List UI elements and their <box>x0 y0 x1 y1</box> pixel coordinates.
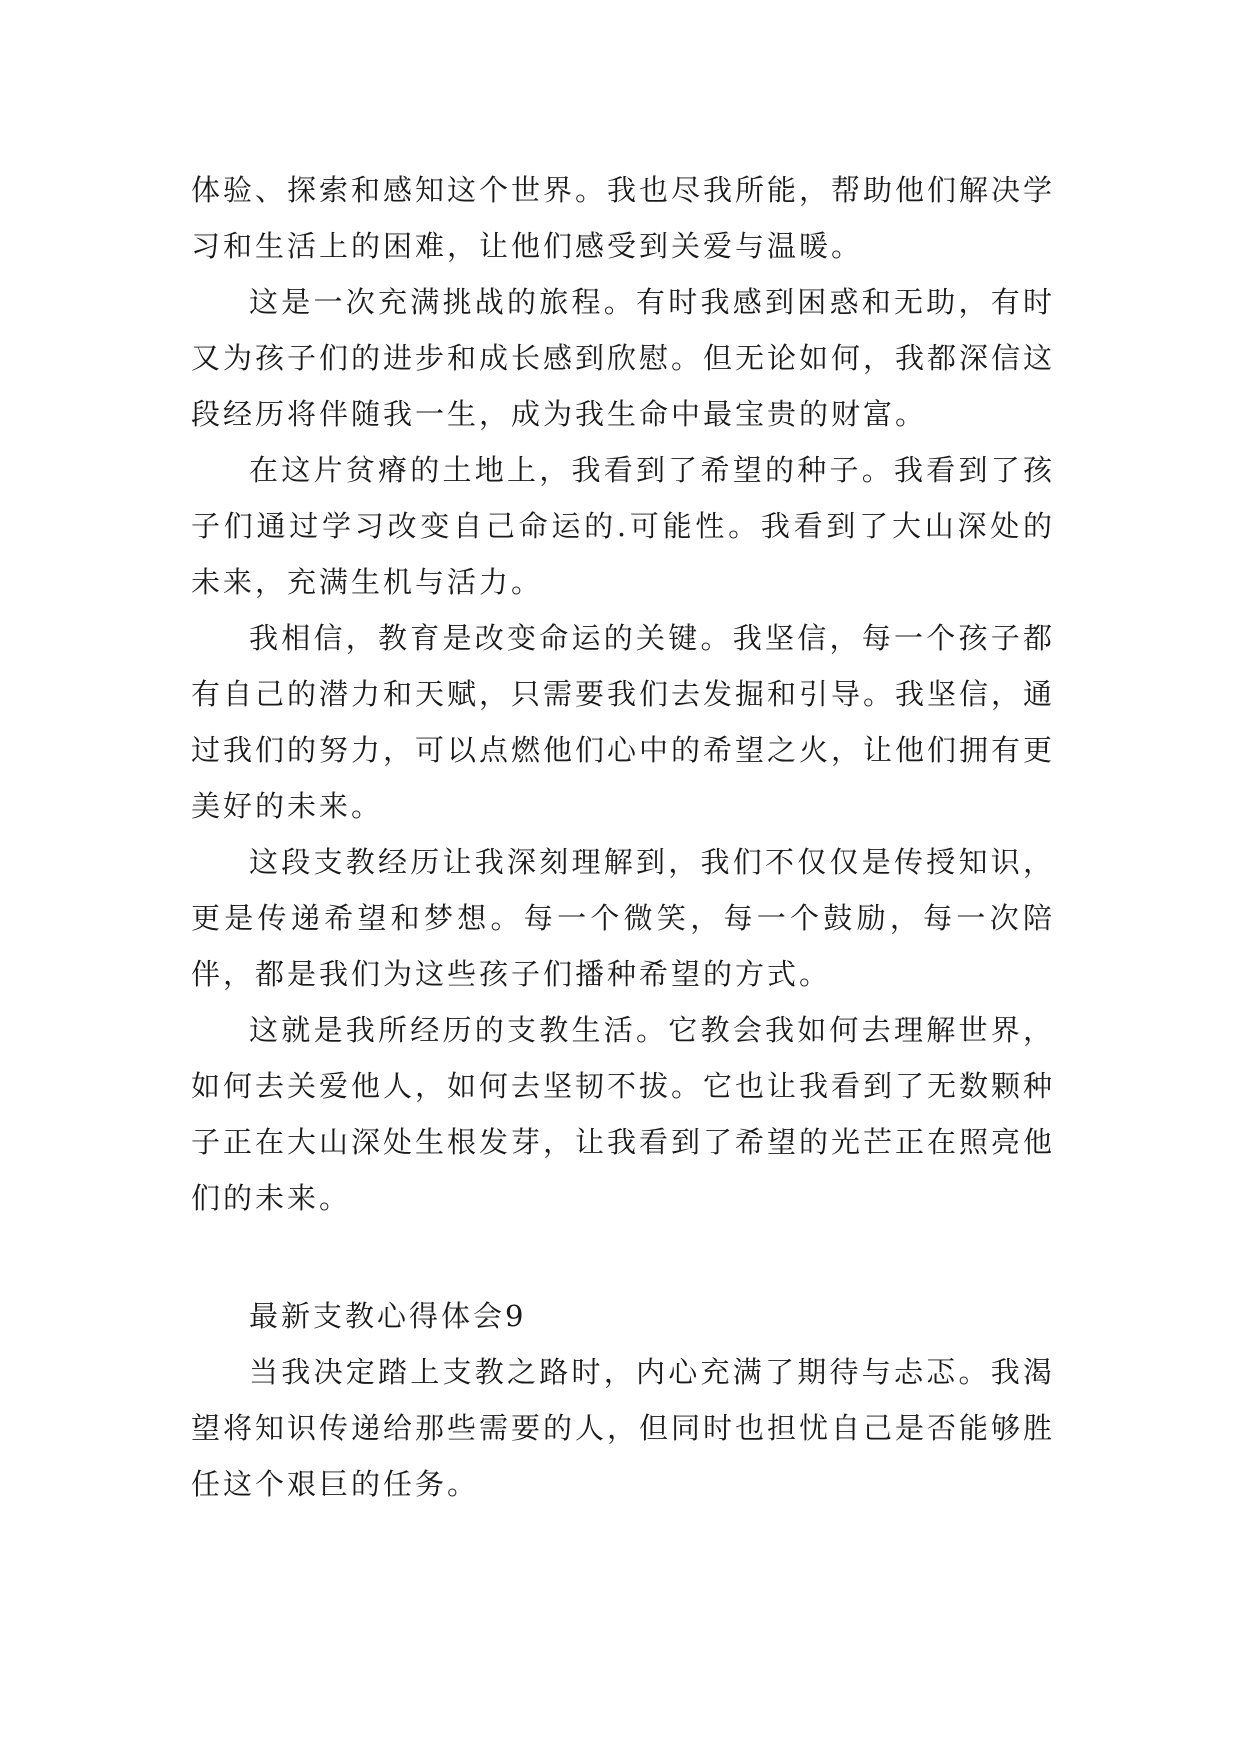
paragraph-7: 当我决定踏上支教之路时，内心充满了期待与忐忑。我渴望将知识传递给那些需要的人，但同时也担忧自己是否能够胜任这个艰巨的任务。 <box>191 1355 1056 1501</box>
section-title: 最新支教心得体会9 <box>249 1299 527 1333</box>
paragraph-6: 这就是我所经历的支教生活。它教会我如何去理解世界，如何去关爱他人，如何去坚韧不拔。它也让我看到了无数颗种子正在大山深处生根发芽，让我看到了希望的光芒正在照亮他们的未来。 <box>191 1013 1056 1215</box>
paragraph-1: 体验、探索和感知这个世界。我也尽我所能，帮助他们解决学习和生活上的困难，让他们感受到关爱与温暖。 <box>191 173 1056 263</box>
section-spacer <box>191 1226 1055 1288</box>
paragraph-5: 这段支教经历让我深刻理解到，我们不仅仅是传授知识，更是传递希望和梦想。每一个微笑，每一个鼓励，每一次陪伴，都是我们为这些孩子们播种希望的方式。 <box>191 845 1055 991</box>
paragraph-2: 这是一次充满挑战的旅程。有时我感到困惑和无助，有时又为孩子们的进步和成长感到欣慰。但无论如何，我都深信这段经历将伴随我一生，成为我生命中最宝贵的财富。 <box>191 285 1056 431</box>
paragraph-4: 我相信，教育是改变命运的关键。我坚信，每一个孩子都有自己的潜力和天赋，只需要我们去发掘和引导。我坚信，通过我们的努力，可以点燃他们心中的希望之火，让他们拥有更美好的未来。 <box>191 621 1056 823</box>
document-body <box>191 162 1055 1512</box>
paragraph-3: 在这片贫瘠的土地上，我看到了希望的种子。我看到了孩子们通过学习改变自己命运的.可能性。我看到了大山深处的未来，充满生机与活力。 <box>191 453 1055 599</box>
